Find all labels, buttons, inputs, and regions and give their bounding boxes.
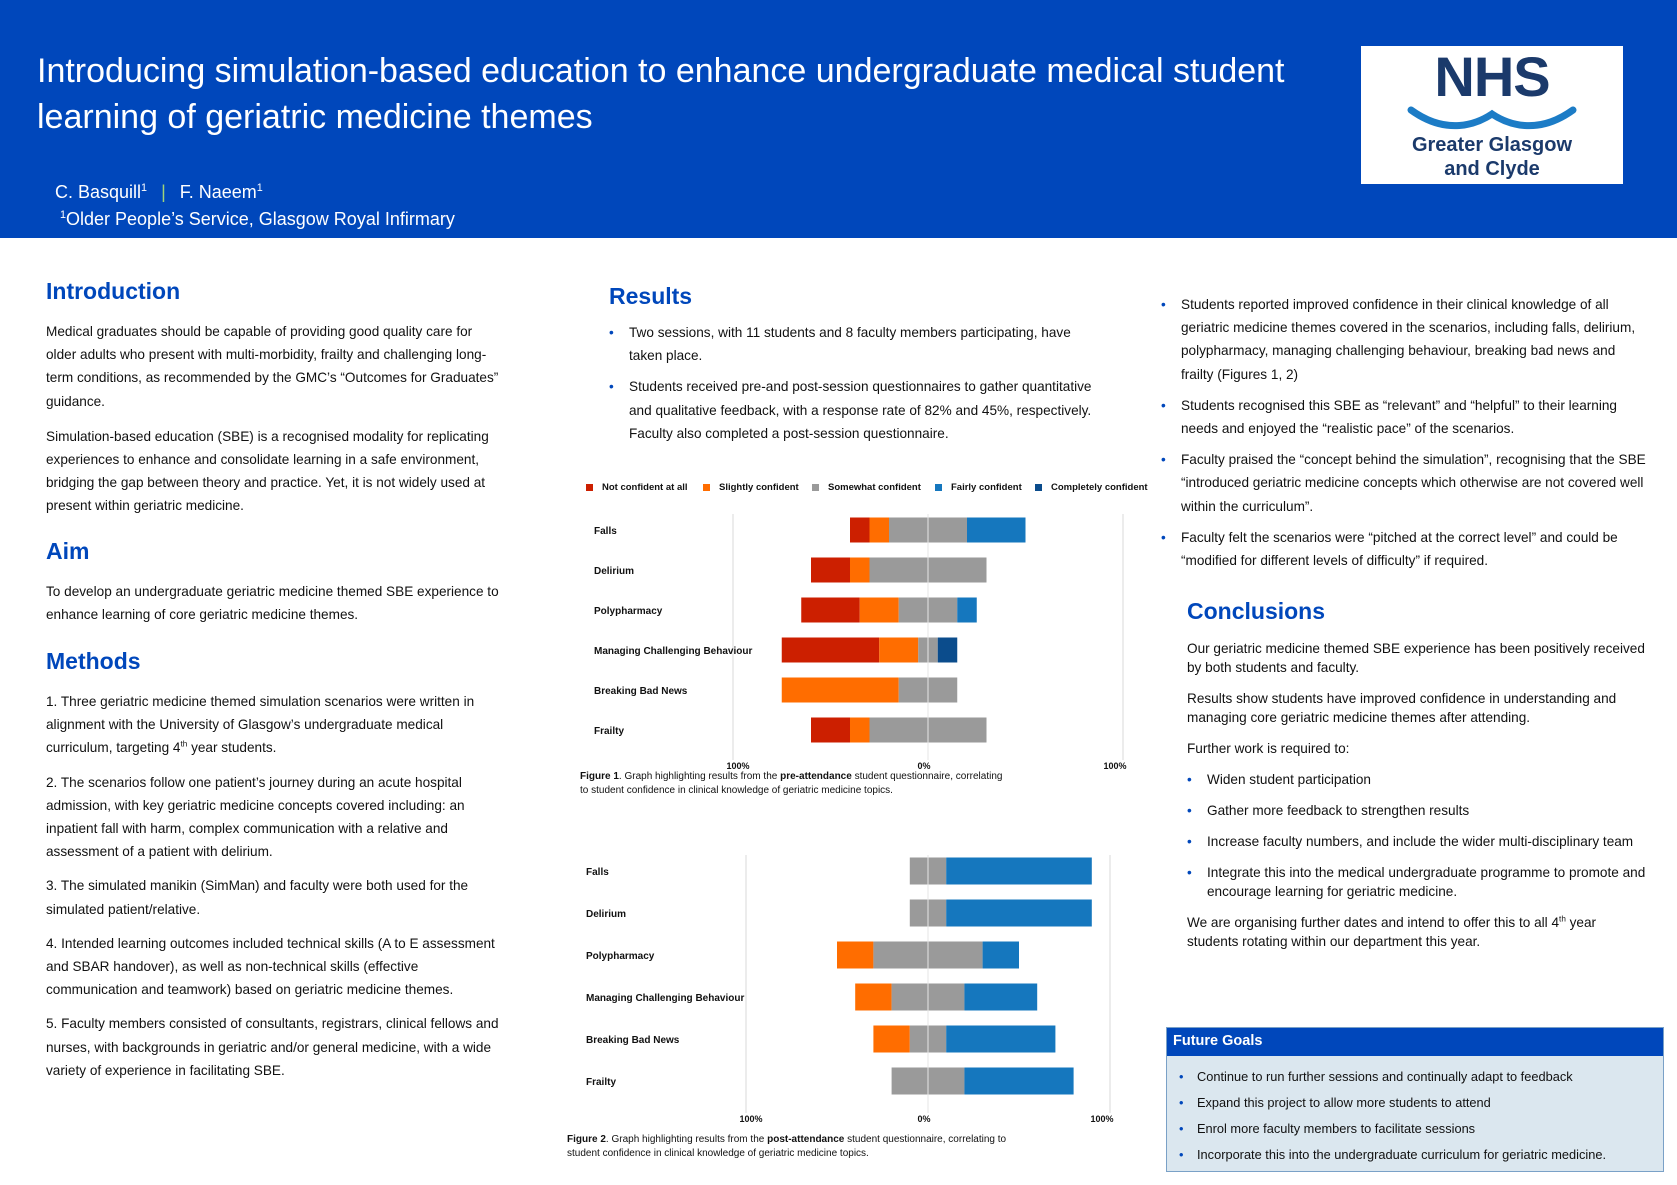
chart0-bar-0-1	[870, 518, 890, 543]
chart-post-attendance	[578, 855, 1123, 1125]
further-work-item-1: • Widen student participation	[1187, 770, 1647, 789]
legend-label-fairly: Fairly confident	[951, 482, 1022, 493]
figure-1-text-a: . Graph highlighting results from the	[618, 771, 781, 782]
chart1-bar-3-3	[964, 984, 1037, 1011]
chart1-bar-2-3	[983, 942, 1019, 969]
poster-title	[37, 48, 1337, 140]
aim-paragraph: To develop an undergraduate geriatric medicine themed SBE experience to enhance learning of core geriatric medicine themes.	[46, 583, 499, 622]
legend-item-fairly	[935, 482, 1022, 493]
legend-label-completely: Completely confident	[1051, 482, 1148, 493]
conclusions-paragraph-2: Results show students have improved confidence in understanding and managing core geriatric medicine themes after attending.	[1187, 691, 1617, 725]
methods-item-1-sup: th	[180, 739, 188, 749]
chart-pre-attendance	[586, 514, 1131, 771]
chart0-category-label-5: Frailty	[594, 726, 625, 737]
figure-1-text-line2: to student confidence in clinical knowledge of geriatric medicine topics.	[580, 785, 893, 796]
chart1-tick-label-0: 100%	[739, 1114, 763, 1124]
nhs-logo	[1361, 46, 1623, 184]
figure-1-text-b: student questionnaire, correlating	[851, 771, 1003, 782]
chart-legend	[586, 482, 1148, 496]
methods-heading: Methods	[46, 648, 141, 675]
findings-bullet-4: • Faculty felt the scenarios were “pitched at the correct level” and could be “modified for different levels of difficulty” if required.	[1161, 526, 1646, 572]
chart0-category-label-3: Managing Challenging Behaviour	[594, 646, 753, 657]
chart0-category-label-0: Falls	[594, 526, 617, 537]
results-bullet-1: • Two sessions, with 11 students and 8 faculty members participating, have taken place.	[609, 321, 1099, 367]
nhs-wave-icon	[1407, 106, 1577, 132]
future-goals-heading: Future Goals	[1167, 1028, 1663, 1056]
legend-swatch-not-confident	[586, 484, 593, 491]
figure-2-text-a: . Graph highlighting results from the	[605, 1134, 768, 1145]
chart0-bar-2-1	[860, 598, 899, 623]
chart0-bar-0-0	[850, 518, 870, 543]
author-1: C. Basquill	[55, 182, 142, 202]
chart0-bar-1-1	[850, 558, 870, 583]
conclusions-p4-text: We are organising further dates and intend to offer this to all 4	[1187, 915, 1560, 930]
legend-item-not-confident	[586, 482, 688, 493]
legend-swatch-somewhat	[812, 484, 819, 491]
future-goals-list	[1167, 1056, 1663, 1168]
chart1-bar-1-3	[946, 900, 1092, 927]
chart0-bar-3-0	[782, 638, 880, 663]
legend-label-somewhat: Somewhat confident	[828, 482, 921, 493]
chart-pre-attendance-svg	[586, 514, 1131, 771]
figure-2-bold: post-attendance	[767, 1134, 845, 1145]
findings-section	[1161, 293, 1646, 572]
chart0-bar-3-1	[879, 638, 918, 663]
methods-item-1-text: 1. Three geriatric medicine themed simulation scenarios were written in alignment with the University of Glasgow’s undergraduate medical curriculum, targeting 4	[46, 694, 475, 756]
intro-heading: Introduction	[46, 278, 181, 304]
legend-item-slightly	[703, 482, 799, 493]
author-separator: |	[161, 182, 166, 202]
future-goal-item-1: • Continue to run further sessions and continually adapt to feedback	[1179, 1064, 1663, 1090]
figure-1-caption	[580, 770, 1140, 798]
nhs-logo-text: NHS	[1434, 45, 1550, 108]
further-work-list	[1187, 770, 1647, 901]
methods-item-2: 2. The scenarios follow one patient’s journey during an acute hospital admission, with key geriatric medicine concepts covered including: an inpatient fall with harm, complex communication with a relative and assessment of a patient with delirium.	[46, 774, 465, 860]
figure-2-caption	[567, 1133, 1127, 1161]
authors	[55, 182, 263, 203]
author-2-sup: 1	[256, 182, 263, 194]
legend-swatch-completely	[1035, 484, 1042, 491]
chart0-category-label-4: Breaking Bad News	[594, 686, 688, 697]
author-1-sup: 1	[141, 182, 148, 194]
chart1-category-label-4: Breaking Bad News	[586, 1035, 680, 1046]
chart0-tick-label-2: 100%	[1103, 761, 1127, 771]
legend-item-somewhat	[812, 482, 921, 493]
chart1-bar-2-1	[837, 942, 873, 969]
chart0-category-label-2: Polypharmacy	[594, 606, 663, 617]
methods-item-1-tail: year students.	[187, 740, 277, 756]
legend-label-slightly: Slightly confident	[719, 482, 799, 493]
conclusions-heading: Conclusions	[1187, 598, 1326, 624]
aim-heading: Aim	[46, 537, 90, 564]
chart0-tick-label-1: 0%	[917, 761, 931, 771]
findings-bullet-2: • Students recognised this SBE as “relevant” and “helpful” to their learning needs and enjoyed the “realistic pace” of the scenarios.	[1161, 394, 1646, 440]
poster-header	[0, 0, 1677, 238]
chart0-category-label-1: Delirium	[594, 566, 635, 577]
legend-swatch-fairly	[935, 484, 942, 491]
chart1-tick-label-1: 0%	[917, 1114, 931, 1124]
affiliation	[60, 209, 455, 230]
title-line-1: Introducing simulation-based education to enhance undergraduate medical student	[37, 52, 1285, 90]
conclusions-paragraph-3: Further work is required to:	[1187, 741, 1350, 756]
figure-1-label: Figure 1	[580, 771, 619, 782]
intro-paragraph-1: Medical graduates should be capable of providing good quality care for older adults who present with multi-morbidity, frailty and challenging long-term conditions, as recommended by the GMC’s “Outcomes for Graduates” guidance.	[46, 324, 499, 409]
legend-item-completely	[1035, 482, 1148, 493]
chart1-category-label-1: Delirium	[586, 909, 627, 920]
figure-2-label: Figure 2	[567, 1134, 606, 1145]
legend-label-not-confident: Not confident at all	[602, 482, 688, 493]
methods-item-1	[46, 690, 502, 760]
chart1-category-label-5: Frailty	[586, 1077, 617, 1088]
affiliation-text: Older People’s Service, Glasgow Royal Infirmary	[66, 209, 455, 229]
results-bullet-2: • Students received pre-and post-session questionnaires to gather quantitative and qualitative feedback, with a response rate of 82% and 45%, respectively. Faculty also completed a post-session questionnaire.	[609, 375, 1099, 445]
results-list	[609, 321, 1099, 445]
left-column	[46, 278, 502, 1082]
conclusions-section	[1187, 598, 1647, 951]
chart1-bar-3-1	[855, 984, 891, 1011]
methods-item-3: 3. The simulated manikin (SimMan) and faculty were both used for the simulated patient/relative.	[46, 878, 469, 917]
future-goals-box	[1166, 1027, 1664, 1172]
chart1-bar-4-1	[873, 1026, 909, 1053]
chart0-bar-5-0	[811, 718, 850, 743]
further-work-item-4: • Integrate this into the medical undergraduate programme to promote and encourage learning for geriatric medicine.	[1187, 863, 1647, 901]
chart0-bar-5-1	[850, 718, 870, 743]
findings-list	[1161, 293, 1646, 572]
legend-swatch-slightly	[703, 484, 710, 491]
chart0-bar-2-3	[957, 598, 977, 623]
future-goal-item-4: • Incorporate this into the undergraduate curriculum for geriatric medicine.	[1179, 1142, 1663, 1168]
nhs-org-line-2: and Clyde	[1444, 158, 1540, 180]
further-work-item-3: • Increase faculty numbers, and include the wider multi-disciplinary team	[1187, 832, 1647, 851]
results-heading: Results	[609, 283, 693, 309]
chart-post-attendance-svg	[578, 855, 1123, 1125]
chart1-category-label-0: Falls	[586, 867, 609, 878]
chart1-tick-label-2: 100%	[1090, 1114, 1114, 1124]
figure-1-bold: pre-attendance	[780, 771, 852, 782]
intro-paragraph-2: Simulation-based education (SBE) is a recognised modality for replicating experiences to enhance and consolidate learning in a safe environment, bridging the gap between theory and practice. Yet, it is not widely used at present within geriatric medicine.	[46, 428, 489, 514]
figure-2-text-line2: student confidence in clinical knowledge of geriatric medicine topics.	[567, 1148, 869, 1159]
chart1-bar-0-3	[946, 858, 1092, 885]
conclusions-paragraph-4	[1187, 913, 1647, 951]
chart0-bar-3-4	[938, 638, 958, 663]
chart0-tick-label-0: 100%	[726, 761, 750, 771]
findings-bullet-1: • Students reported improved confidence in their clinical knowledge of all geriatric medicine themes covered in the scenarios, including falls, delirium, polypharmacy, managing challenging behaviour, breaking bad news and frailty (Figures 1, 2)	[1161, 293, 1646, 386]
figure-2-text-b: student questionnaire, correlating to	[844, 1134, 1007, 1145]
chart0-bar-2-0	[801, 598, 860, 623]
conclusions-paragraph-1: Our geriatric medicine themed SBE experience has been positively received by both students and faculty.	[1187, 641, 1645, 675]
methods-item-4: 4. Intended learning outcomes included technical skills (A to E assessment and SBAR handover), as well as non-technical skills (effective communication and teamwork) based on geriatric medicine themes.	[46, 935, 495, 998]
nhs-org-line-1: Greater Glasgow	[1411, 134, 1573, 156]
title-line-2: learning of geriatric medicine themes	[37, 98, 593, 136]
findings-bullet-3: • Faculty praised the “concept behind the simulation”, recognising that the SBE “introduced geriatric medicine concepts which otherwise are not covered well within the curriculum”.	[1161, 448, 1646, 518]
chart0-bar-1-0	[811, 558, 850, 583]
chart0-bar-0-3	[967, 518, 1026, 543]
conclusions-p4-tail: year students rotating within our department this year.	[1187, 915, 1597, 949]
future-goal-item-2: • Expand this project to allow more students to attend	[1179, 1090, 1663, 1116]
methods-item-5: 5. Faculty members consisted of consultants, registrars, clinical fellows and nurses, with backgrounds in geriatric and/or general medicine, with a wide variety of experience in facilitating SBE.	[46, 1016, 499, 1078]
chart0-bar-4-1	[782, 678, 899, 703]
chart1-bar-5-3	[964, 1068, 1073, 1095]
author-2: F. Naeem	[179, 182, 257, 202]
further-work-item-2: • Gather more feedback to strengthen results	[1187, 801, 1647, 820]
chart1-category-label-3: Managing Challenging Behaviour	[586, 993, 745, 1004]
affiliation-sup: 1	[60, 209, 67, 221]
conclusions-p4-sup: th	[1559, 914, 1566, 924]
future-goal-item-3: • Enrol more faculty members to facilitate sessions	[1179, 1116, 1663, 1142]
chart1-bar-4-3	[946, 1026, 1055, 1053]
chart1-category-label-2: Polypharmacy	[586, 951, 655, 962]
results-section	[609, 283, 1099, 445]
